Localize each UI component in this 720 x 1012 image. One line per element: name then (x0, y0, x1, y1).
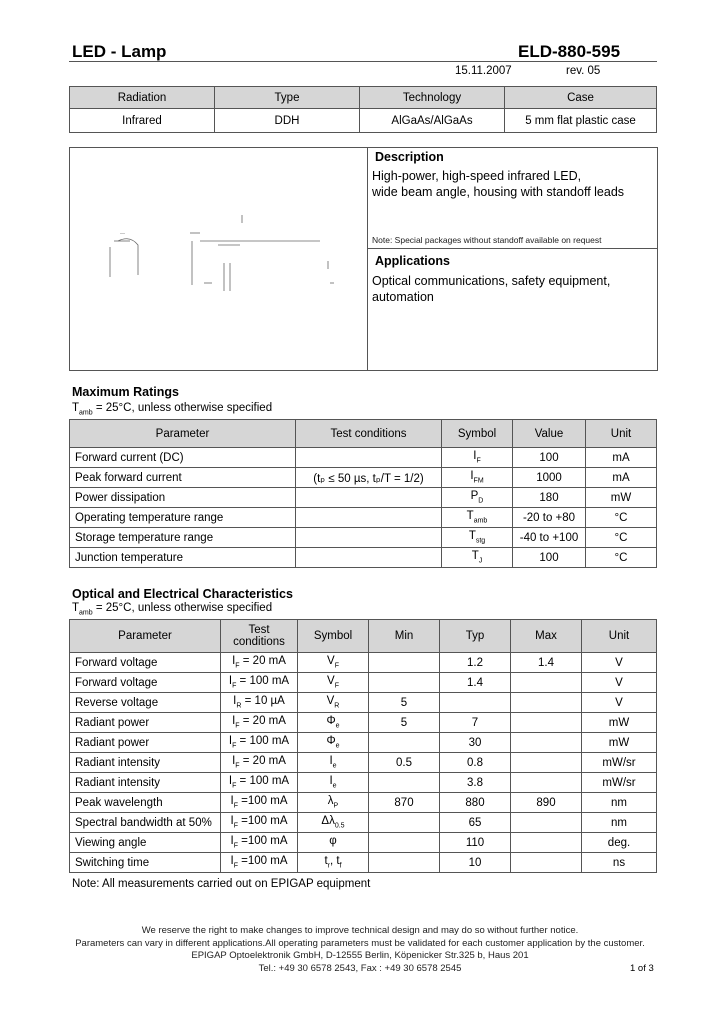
max-cell (511, 713, 582, 733)
max-cell (511, 673, 582, 693)
table-row (70, 653, 657, 673)
table-row (70, 773, 657, 793)
table-row (70, 853, 657, 873)
min-cell (369, 813, 440, 833)
symbol-cell (298, 753, 369, 773)
condition-cell: $I_F =100$ mA (221, 813, 298, 833)
condition-cell: $I_F = 20$ mA (221, 713, 298, 733)
table-row (70, 713, 657, 733)
symbol-base: λ (327, 795, 334, 808)
overview-value: AlGaAs/AlGaAs (360, 109, 505, 133)
symbol-subscript: amb (473, 517, 488, 525)
min-cell (369, 853, 440, 873)
table-row (70, 813, 657, 833)
max-cell (511, 833, 582, 853)
package-dimension-drawing (100, 205, 350, 305)
unit-cell: °C (586, 508, 657, 528)
optical-header: Unit (582, 620, 657, 653)
overview-header: Radiation (70, 87, 215, 109)
symbol-cell (298, 773, 369, 793)
condition-text: = 25°C, unless otherwise specified (92, 402, 273, 414)
optical-header: Test conditions (221, 620, 298, 653)
table-row (70, 753, 657, 773)
applications-line: Optical communications, safety equipment, (372, 274, 611, 288)
param-cell: Peak forward current (70, 468, 296, 488)
symbol-subscript: e (335, 722, 340, 730)
symbol-base: I (473, 450, 477, 463)
condition-cell: $I_F = 20$ mA (221, 653, 298, 673)
symbol-cell (298, 813, 369, 833)
symbol-subscript: J (478, 557, 483, 565)
document-title: LED - Lamp (72, 42, 167, 61)
description-text (372, 168, 624, 200)
description-line: wide beam angle, housing with standoff leads (372, 185, 625, 199)
table-row (70, 448, 657, 468)
param-cell: Power dissipation (70, 488, 296, 508)
min-cell (369, 673, 440, 693)
table-row (70, 508, 657, 528)
applications-line: automation (372, 290, 434, 304)
unit-cell: mW/sr (582, 773, 657, 793)
symbol-cell (298, 833, 369, 853)
param-cell: Peak wavelength (70, 793, 221, 813)
unit-cell: V (582, 653, 657, 673)
symbol-cell (298, 793, 369, 813)
optical-condition (72, 602, 272, 616)
symbol-base: , t (330, 855, 340, 868)
min-cell (369, 653, 440, 673)
symbol-base: V (327, 655, 335, 668)
symbol-cell (442, 488, 513, 508)
typ-cell: 7 (440, 713, 511, 733)
param-cell: Reverse voltage (70, 693, 221, 713)
max-ratings-condition (72, 402, 272, 416)
param-cell: Junction temperature (70, 548, 296, 568)
symbol-cell (442, 508, 513, 528)
unit-cell: nm (582, 813, 657, 833)
symbol-subscript: F (334, 682, 339, 690)
symbol-base: Φ (326, 735, 336, 748)
symbol-subscript: FM (473, 477, 484, 485)
max-cell (511, 773, 582, 793)
condition-cell (296, 548, 442, 568)
optical-table (69, 619, 657, 873)
table-row (70, 733, 657, 753)
description-line: High-power, high-speed infrared LED, (372, 169, 582, 183)
condition-cell: $I_R = 10$ µA (221, 693, 298, 713)
param-cell: Radiant intensity (70, 773, 221, 793)
symbol-base: φ (329, 835, 337, 848)
symbol-cell (298, 693, 369, 713)
symbol-base: V (327, 675, 335, 688)
symbol-cell (442, 468, 513, 488)
table-row (70, 488, 657, 508)
unit-cell: °C (586, 548, 657, 568)
max-cell: 890 (511, 793, 582, 813)
symbol-cell (442, 448, 513, 468)
max-header: Symbol (442, 420, 513, 448)
symbol-cell (298, 713, 369, 733)
param-cell: Switching time (70, 853, 221, 873)
symbol-subscript: P (333, 802, 339, 810)
typ-cell: 1.4 (440, 673, 511, 693)
unit-cell: deg. (582, 833, 657, 853)
symbol-base: P (470, 490, 479, 503)
symbol-cell (298, 653, 369, 673)
param-cell: Radiant power (70, 713, 221, 733)
symbol-cell (442, 548, 513, 568)
optical-header: Parameter (70, 620, 221, 653)
footer-contact: Tel.: +49 30 6578 2543, Fax : +49 30 6578 2545 (258, 962, 462, 974)
table-row (70, 548, 657, 568)
overview-value: Infrared (70, 109, 215, 133)
symbol-subscript: 0.5 (334, 822, 345, 830)
overview-header: Technology (360, 87, 505, 109)
typ-cell: 880 (440, 793, 511, 813)
unit-cell: V (582, 693, 657, 713)
table-row (70, 673, 657, 693)
unit-cell: V (582, 673, 657, 693)
unit-cell: mW (586, 488, 657, 508)
optical-header: Symbol (298, 620, 369, 653)
condition-cell (296, 528, 442, 548)
table-row (70, 528, 657, 548)
revision: rev. 05 (566, 65, 601, 77)
max-header: Value (513, 420, 586, 448)
max-cell (511, 813, 582, 833)
condition-cell: $I_F = 20$ mA (221, 753, 298, 773)
symbol-base: V (326, 695, 335, 708)
unit-cell: mA (586, 468, 657, 488)
table-row (70, 833, 657, 853)
typ-cell: 65 (440, 813, 511, 833)
symbol-subscript: f (339, 862, 342, 870)
overview-header: Type (215, 87, 360, 109)
applications-text (372, 273, 610, 305)
box-divider-horizontal (367, 248, 657, 249)
overview-table (69, 86, 657, 133)
min-cell (369, 833, 440, 853)
page-number: 1 of 3 (630, 963, 654, 974)
condition-symbol: T (72, 402, 80, 414)
max-header: Test conditions (296, 420, 442, 448)
max-cell (511, 853, 582, 873)
unit-cell: mW (582, 733, 657, 753)
description-heading: Description (375, 150, 444, 164)
optical-header: Max (511, 620, 582, 653)
typ-cell: 10 (440, 853, 511, 873)
typ-cell: 3.8 (440, 773, 511, 793)
value-cell: 100 (513, 548, 586, 568)
unit-cell: ns (582, 853, 657, 873)
typ-cell (440, 693, 511, 713)
symbol-base: Δλ (321, 815, 335, 828)
max-header: Unit (586, 420, 657, 448)
value-cell: 1000 (513, 468, 586, 488)
footer-disclaimer: Parameters can vary in different applications.All operating parameters must be validated for each customer application by the customer. (75, 937, 645, 949)
condition-cell: $I_F =100$ mA (221, 833, 298, 853)
typ-cell: 110 (440, 833, 511, 853)
typ-cell: 1.2 (440, 653, 511, 673)
condition-cell (296, 508, 442, 528)
condition-cell: $I_F =100$ mA (221, 853, 298, 873)
condition-symbol: T (72, 602, 80, 614)
min-cell (369, 733, 440, 753)
symbol-subscript: stg (475, 537, 486, 545)
min-cell (369, 773, 440, 793)
max-ratings-heading: Maximum Ratings (72, 385, 179, 399)
condition-cell: $I_F = 100$ mA (221, 673, 298, 693)
condition-cell: $I_F =100$ mA (221, 793, 298, 813)
param-cell: Viewing angle (70, 833, 221, 853)
max-ratings-table (69, 419, 657, 568)
table-row (70, 693, 657, 713)
unit-cell: nm (582, 793, 657, 813)
condition-cell: $I_F = 100$ mA (221, 733, 298, 753)
value-cell: -40 to +100 (513, 528, 586, 548)
symbol-base: I (470, 470, 474, 483)
condition-cell (296, 448, 442, 468)
param-cell: Storage temperature range (70, 528, 296, 548)
unit-cell: °C (586, 528, 657, 548)
measurement-note: Note: All measurements carried out on EPIGAP equipment (72, 878, 371, 890)
optical-heading: Optical and Electrical Characteristics (72, 587, 293, 601)
min-cell: 5 (369, 693, 440, 713)
symbol-subscript: F (476, 457, 481, 465)
param-cell: Forward current (DC) (70, 448, 296, 468)
max-cell (511, 753, 582, 773)
param-cell: Forward voltage (70, 673, 221, 693)
value-cell: -20 to +80 (513, 508, 586, 528)
condition-cell: (tₚ ≤ 50 µs, tₚ/T = 1/2) (296, 468, 442, 488)
footer-disclaimer: We reserve the right to make changes to improve technical design and may do so without further notice. (141, 925, 579, 936)
min-cell: 5 (369, 713, 440, 733)
min-cell: 870 (369, 793, 440, 813)
header-rule (69, 61, 657, 62)
symbol-subscript: r (327, 862, 330, 870)
condition-subscript: amb (79, 609, 93, 617)
symbol-base: Φ (326, 715, 336, 728)
applications-heading: Applications (375, 254, 451, 268)
typ-cell: 0.8 (440, 753, 511, 773)
max-cell: 1.4 (511, 653, 582, 673)
symbol-subscript: F (334, 662, 339, 670)
overview-value: 5 mm flat plastic case (505, 109, 657, 133)
optical-header: Min (369, 620, 440, 653)
symbol-subscript: D (478, 497, 484, 505)
symbol-cell (298, 853, 369, 873)
min-cell: 0.5 (369, 753, 440, 773)
symbol-base: T (466, 510, 474, 523)
symbol-base: t (324, 855, 328, 868)
drawing-label: — (120, 231, 125, 237)
param-cell: Radiant power (70, 733, 221, 753)
symbol-subscript: e (332, 762, 337, 770)
symbol-base: T (471, 550, 479, 563)
symbol-cell (442, 528, 513, 548)
typ-cell: 30 (440, 733, 511, 753)
unit-cell: mA (586, 448, 657, 468)
condition-text: = 25°C, unless otherwise specified (92, 602, 273, 614)
symbol-subscript: e (335, 742, 340, 750)
optical-header: Typ (440, 620, 511, 653)
document-date: 15.11.2007 (455, 65, 512, 77)
table-row (70, 468, 657, 488)
symbol-base: I (329, 775, 333, 788)
box-divider-vertical (367, 147, 368, 370)
overview-header: Case (505, 87, 657, 109)
table-row (70, 793, 657, 813)
max-cell (511, 693, 582, 713)
footer-address: EPIGAP Optoelektronik GmbH, D-12555 Berlin, Köpenicker Str.325 b, Haus 201 (191, 950, 529, 961)
symbol-base: T (468, 530, 476, 543)
symbol-cell (298, 733, 369, 753)
condition-cell (296, 488, 442, 508)
param-cell: Forward voltage (70, 653, 221, 673)
condition-cell: $I_F = 100$ mA (221, 773, 298, 793)
unit-cell: mW/sr (582, 753, 657, 773)
part-number: ELD-880-595 (518, 42, 621, 61)
max-header: Parameter (70, 420, 296, 448)
symbol-subscript: e (332, 782, 337, 790)
overview-value: DDH (215, 109, 360, 133)
value-cell: 100 (513, 448, 586, 468)
param-cell: Operating temperature range (70, 508, 296, 528)
unit-cell: mW (582, 713, 657, 733)
value-cell: 180 (513, 488, 586, 508)
symbol-base: I (329, 755, 333, 768)
footer (0, 925, 720, 975)
param-cell: Radiant intensity (70, 753, 221, 773)
param-cell: Spectral bandwidth at 50% (70, 813, 221, 833)
description-note: Note: Special packages without standoff available on request (372, 235, 602, 245)
symbol-cell (298, 673, 369, 693)
symbol-subscript: R (334, 702, 340, 710)
max-cell (511, 733, 582, 753)
condition-subscript: amb (79, 409, 93, 417)
